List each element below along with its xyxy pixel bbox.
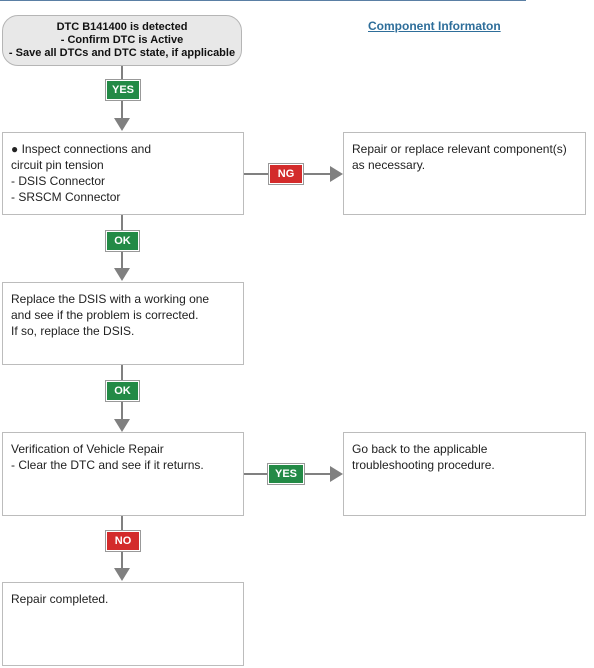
step-inspect-connections [2,132,244,215]
box-line: Repair or replace relevant component(s) [352,142,567,156]
badge-ok: OK [106,381,139,401]
badge-yes: YES [268,464,304,484]
start-line: - Confirm DTC is Active [60,34,184,46]
step-replace-dsis [2,282,244,365]
component-information-link[interactable]: Component Informaton [368,19,501,33]
box-line: If so, replace the DSIS. [11,324,135,338]
box-line: - SRSCM Connector [11,190,121,204]
arrow-right-icon [330,466,343,482]
step-repair-or-replace-component [343,132,586,215]
arrow-down-icon [114,419,130,432]
badge-yes: YES [106,80,140,100]
box-line: - DSIS Connector [11,174,106,188]
start-line: - Save all DTCs and DTC state, if applicable [8,47,236,59]
arrow-right-icon [330,166,343,182]
start-node-dtc-detected [2,15,242,66]
badge-ng: NG [269,164,303,184]
box-line: troubleshooting procedure. [352,458,495,472]
arrow-down-icon [114,268,130,281]
box-line: - Clear the DTC and see if it returns. [11,458,204,472]
step-verification-of-vehicle-repair [2,432,244,516]
step-repair-completed [2,582,244,666]
box-line: Replace the DSIS with a working one [11,292,210,306]
box-line: and see if the problem is corrected. [11,308,199,322]
step-go-back-troubleshooting [343,432,586,516]
box-line: ● Inspect connections and [11,142,152,156]
box-line: circuit pin tension [11,158,104,172]
arrow-down-icon [114,568,130,581]
start-line: DTC B141400 is detected [56,21,188,33]
box-line: Repair completed. [11,592,109,606]
arrow-down-icon [114,118,130,131]
header-divider [0,0,526,1]
box-line: as necessary. [352,158,426,172]
box-line: Verification of Vehicle Repair [11,442,164,456]
badge-no: NO [106,531,140,551]
badge-ok: OK [106,231,139,251]
box-line: Go back to the applicable [352,442,488,456]
